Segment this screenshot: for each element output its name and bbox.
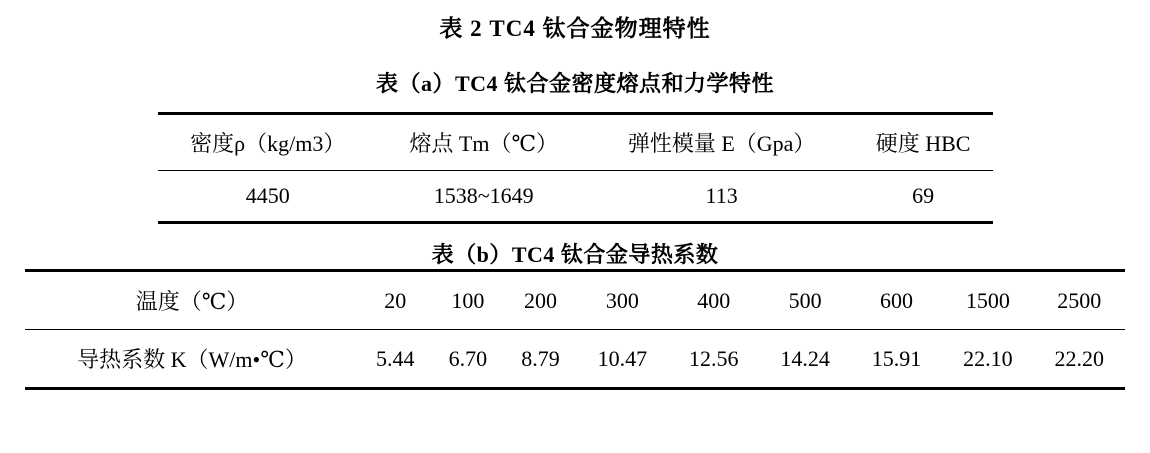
table-b-cond-6: 15.91 [851, 330, 942, 389]
table-row [158, 171, 993, 223]
table-b-cond-5: 14.24 [759, 330, 850, 389]
table-a-header-elastic-modulus: 弹性模量 E（Gpa） [590, 114, 854, 171]
table-a [158, 112, 993, 224]
table-a-header-melting-point: 熔点 Tm（℃） [378, 114, 590, 171]
table-b-row-label-temperature: 温度（℃） [25, 271, 359, 330]
table-b-temp-6: 600 [851, 271, 942, 330]
table-b-temp-2: 200 [504, 271, 577, 330]
table-b [25, 269, 1125, 390]
table-a-bottom-rule [158, 223, 993, 225]
table-a-header-density: 密度ρ（kg/m3） [158, 114, 378, 171]
table-b-cond-3: 10.47 [577, 330, 668, 389]
table-b-bottom-rule [25, 389, 1125, 391]
table-b-temp-5: 500 [759, 271, 850, 330]
table-b-cond-7: 22.10 [942, 330, 1033, 389]
table-a-caption: 表（a）TC4 钛合金密度熔点和力学特性 [375, 71, 775, 96]
table-b-cond-8: 22.20 [1034, 330, 1125, 389]
table-b-temp-7: 1500 [942, 271, 1033, 330]
page-title: 表 2 TC4 钛合金物理特性 [439, 16, 711, 41]
table-a-value-elastic-modulus: 113 [590, 171, 854, 223]
table-b-temp-1: 100 [432, 271, 505, 330]
table-b-temp-4: 400 [668, 271, 759, 330]
table-b-temp-3: 300 [577, 271, 668, 330]
table-b-temp-0: 20 [359, 271, 432, 330]
table-b-cond-4: 12.56 [668, 330, 759, 389]
table-b-cond-0: 5.44 [359, 330, 432, 389]
table-row [25, 271, 1125, 330]
table-b-caption: 表（b）TC4 钛合金导热系数 [431, 242, 719, 267]
table-a-value-density: 4450 [158, 171, 378, 223]
document-page [0, 10, 1150, 453]
table-row [25, 330, 1125, 389]
table-a-value-melting-point: 1538~1649 [378, 171, 590, 223]
table-a-header-hardness: 硬度 HBC [854, 114, 993, 171]
table-row [158, 114, 993, 171]
table-a-value-hardness: 69 [854, 171, 993, 223]
table-b-cond-1: 6.70 [432, 330, 505, 389]
table-b-cond-2: 8.79 [504, 330, 577, 389]
table-b-row-label-conductivity: 导热系数 K（W/m•℃） [25, 330, 359, 389]
table-b-temp-8: 2500 [1034, 271, 1125, 330]
